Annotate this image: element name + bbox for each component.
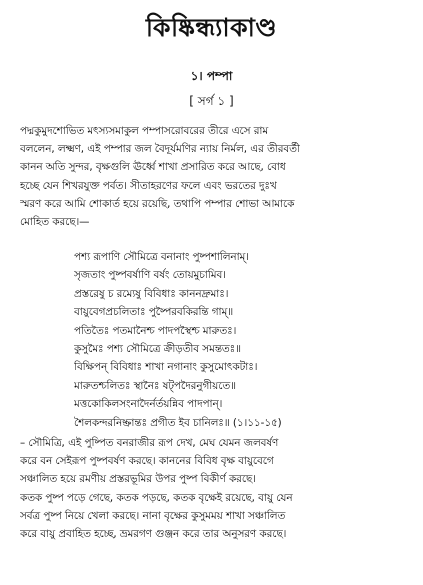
text-line: বললেন, লক্ষ্মণ, এই পম্পার জল বৈদূর্যমণির ন্যায় নির্মল, এর তীরবর্তী: [20, 143, 300, 156]
sarga-heading: [ সর্গ ১ ]: [189, 94, 234, 108]
sanskrit-verse-block: [74, 248, 420, 432]
text-line: করে বন সেইরূপ পুষ্পবর্ষণ করছে। কাননের বিবিধ বৃক্ষ বায়ুবেগে: [20, 455, 274, 468]
verse-line: কুসুমৈঃ পশ্য সৌমিত্রে ক্রীড়তীব সমন্ততঃ॥: [74, 343, 241, 356]
text-line: – সৌমিত্রি, এই পুষ্পিত বনরাজীর রূপ দেখ, মেঘ যেমন জলবর্ষণ: [20, 437, 279, 449]
verse-line: মত্তকোকিলসংনাদৈর্নর্তয়ন্নিব পাদপান্।: [74, 398, 223, 411]
text-line: সঞ্চালিত হয়ে রমণীয় প্রস্তরভূমির উপর পুষ্প বিকীর্ণ করছে।: [20, 473, 256, 486]
verse-line: শৈলকন্দরনিষ্ক্রান্তঃ প্রগীত ইব চানিলঃ॥ (১।১১-১৫): [74, 416, 282, 429]
verse-line: প্রস্তরেষু চ রম্যেষু বিবিধাঃ কাননদ্রুমাঃ।: [74, 287, 229, 300]
text-line: পদ্মকুমুদশোভিত মৎস্যসমাকুল পম্পাসরোবরের তীরে এসে রাম: [20, 125, 269, 137]
text-line: মোহিত করছে।—: [20, 216, 90, 229]
prose-paragraph-2: [20, 434, 416, 543]
verse-line: বিক্ষিপন্ বিবিধাঃ শাখা নগানাং কুসুমোৎকটাঃ।: [74, 361, 258, 374]
verse-line: সৃজতাং পুষ্পবর্ষাণি বর্ষং তোয়মুচামিব।: [74, 269, 226, 282]
text-line: কানন অতি সুন্দর, বৃক্ষগুলি ঊর্ধ্বে শাখা প্রসারিত করে আছে, বোধ: [20, 161, 286, 174]
verse-line: বায়ুবেগপ্রচলিতাঃ পুষ্পৈরবকিরন্তি গাম্॥: [74, 306, 234, 319]
text-line: সর্বত্র পুষ্প নিয়ে খেলা করছে। নানা বৃক্ষের কুসুমময় শাখা সঞ্চালিত: [20, 509, 286, 522]
text-line: করে বায়ু প্রবাহিত হচ্ছে, ভ্রমরগণ গুঞ্জন করে তার অনুসরণ করছে।: [20, 528, 287, 541]
prose-paragraph-1: [20, 122, 416, 231]
verse-line: মারুতশ্চলিতঃ স্থানৈঃ ষট্‌পদৈরনুগীয়তে॥: [74, 379, 236, 392]
verse-line: পতিতৈঃ পতমানৈশ্চ পাদপস্থৈশ্চ মারুতঃ।: [74, 324, 237, 337]
page-title: কিষ্কিন্ধ্যাকাণ্ড: [145, 13, 278, 42]
verse-line: পশ্য রূপাণি সৌমিত্রে বনানাং পুষ্পশালিনাম্।: [74, 251, 249, 263]
text-line: হচ্ছে যেন শিখরযুক্ত পর্বত। সীতাহরণের ফলে এবং ভরতের দুঃখ: [20, 179, 277, 192]
chapter-heading: ১। পম্পা: [190, 69, 233, 83]
text-line: স্মরণ করে আমি শোকার্ত হয়ে রয়েছি, তথাপি পম্পার শোভা আমাকে: [20, 197, 295, 210]
text-line: কতক পুষ্প পড়ে গেছে, কতক পড়ছে, কতক বৃক্ষেই রয়েছে, বায়ু যেন: [20, 491, 293, 504]
